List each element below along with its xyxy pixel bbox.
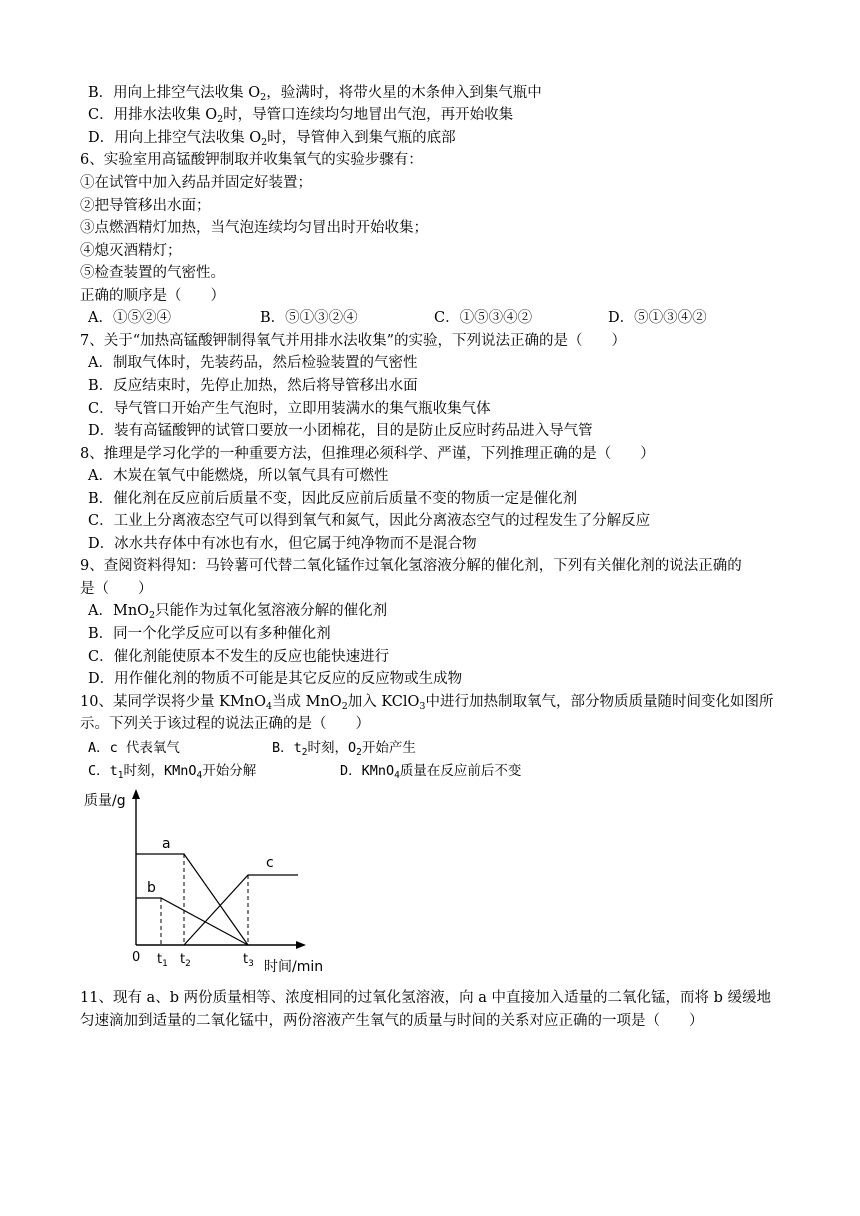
q8-option-c: C．工业上分离液态空气可以得到氧气和氮气，因此分离液态空气的过程发生了分解反应 xyxy=(88,513,651,529)
q5-option-b: B．用向上排空气法收集 $O_2$，验满时，将带火星的木条伸入到集气瓶中 xyxy=(88,85,542,103)
tick-t1: $t_1$ xyxy=(157,952,168,969)
curve-b-label: b xyxy=(147,880,156,896)
q6-stem: 6、实验室用高锰酸钾制取并收集氧气的实验步骤有： xyxy=(80,152,423,168)
q9-stem-line1: 9、查阅资料得知：马铃薯可代替二氧化锰作过氧化氢溶液分解的催化剂，下列有关催化剂的说法正确的 xyxy=(80,558,742,574)
q8-stem: 8、推理是学习化学的一种重要方法，但推理必须科学、严谨，下列推理正确的是（ ） xyxy=(80,446,655,462)
q5-option-c: C．用排水法收集 $O_2$时，导管口连续均匀地冒出气泡，再开始收集 xyxy=(88,107,514,125)
q6-step-4: ④熄灭酒精灯； xyxy=(80,243,182,259)
q9-option-b: B．同一个化学反应可以有多种催化剂 xyxy=(88,626,331,642)
q6-option-d: D．⑤①③④② xyxy=(608,310,707,326)
q6-step-5: ⑤检查装置的气密性。 xyxy=(80,265,225,281)
q6-ask: 正确的顺序是（ ） xyxy=(80,288,225,304)
q7-option-a: A．制取气体时，先装药品，然后检验装置的气密性 xyxy=(88,355,418,371)
x-axis-arrow xyxy=(296,941,306,949)
q5-option-d: D．用向上排空气法收集 $O_2$时，导管伸入到集气瓶的底部 xyxy=(88,130,456,148)
q8-option-d: D．冰水共存体中有冰也有水，但它属于纯净物而不是混合物 xyxy=(88,536,477,552)
tick-t3: $t_3$ xyxy=(243,952,254,969)
x-axis-label: 时间/min xyxy=(264,959,324,975)
q6-option-c: C．①⑤③④② xyxy=(434,310,533,326)
q9-option-a: A．MnO$_2$只能作为过氧化氢溶液分解的催化剂 xyxy=(88,603,388,621)
q6-step-1: ①在试管中加入药品并固定好装置； xyxy=(80,175,312,191)
q10-stem-line2: 示。下列关于该过程的说法正确的是（ ） xyxy=(80,716,370,732)
q9-option-d: D．用作催化剂的物质不可能是其它反应的反应物或生成物 xyxy=(88,671,463,687)
q10-stem-line1: 10、某同学误将少量 KMnO$_4$当成 MnO$_2$加入 KClO$_3$中进行加热制取氧气，部分物质质量随时间变化如图所 xyxy=(80,694,774,712)
q6-option-b: B．⑤①③②④ xyxy=(260,310,358,326)
q11-stem-line2: 匀速滴加到适量的二氧化锰中，两份溶液产生氧气的质量与时间的关系对应正确的一项是（ ） xyxy=(80,1013,704,1029)
curve-a-label: a xyxy=(162,836,171,852)
q6-option-a: A．①⑤②④ xyxy=(88,310,171,326)
q9-stem-line2: 是（ ） xyxy=(80,581,153,597)
curve-a xyxy=(136,854,248,945)
q10-option-d: D．KMnO$_4$质量在反应前后不变 xyxy=(340,763,522,781)
tick-t2: $t_2$ xyxy=(180,952,191,969)
q6-step-2: ②把导管移出水面； xyxy=(80,198,211,214)
q11-stem-line1: 11、现有 a、b 两份质量相等、浓度相同的过氧化氢溶液，向 a 中直接加入适量的二氧化锰，而将 b 缓缓地 xyxy=(80,990,771,1006)
origin-label: 0 xyxy=(132,950,141,965)
q8-option-a: A．木炭在氧气中能燃烧，所以氧气具有可燃性 xyxy=(88,468,389,484)
q10-option-a: A．c 代表氧气 xyxy=(88,740,180,756)
q6-step-3: ③点燃酒精灯加热，当气泡连续均匀冒出时开始收集； xyxy=(80,220,428,236)
q9-option-c: C．催化剂能使原本不发生的反应也能快速进行 xyxy=(88,649,390,665)
q7-option-b: B．反应结束时，先停止加热，然后将导管移出水面 xyxy=(88,378,418,394)
mass-time-graph xyxy=(80,785,340,980)
q10-option-c: C．$t_1$时刻，KMnO$_4$开始分解 xyxy=(88,763,257,781)
q7-option-d: D．装有高锰酸钾的试管口要放一小团棉花，目的是防止反应时药品进入导气管 xyxy=(88,423,593,439)
q10-option-b: B．$t_2$时刻，$O_2$开始产生 xyxy=(272,740,416,758)
q8-option-b: B．催化剂在反应前后质量不变，因此反应前后质量不变的物质一定是催化剂 xyxy=(88,491,578,507)
q7-option-c: C．导气管口开始产生气泡时，立即用装满水的集气瓶收集气体 xyxy=(88,401,491,417)
curve-c-label: c xyxy=(266,855,274,871)
y-axis-label: 质量/g xyxy=(84,793,126,809)
q7-stem: 7、关于“加热高锰酸钾制得氧气并用排水法收集”的实验，下列说法正确的是（ ） xyxy=(80,333,627,349)
y-axis-arrow xyxy=(132,789,140,799)
